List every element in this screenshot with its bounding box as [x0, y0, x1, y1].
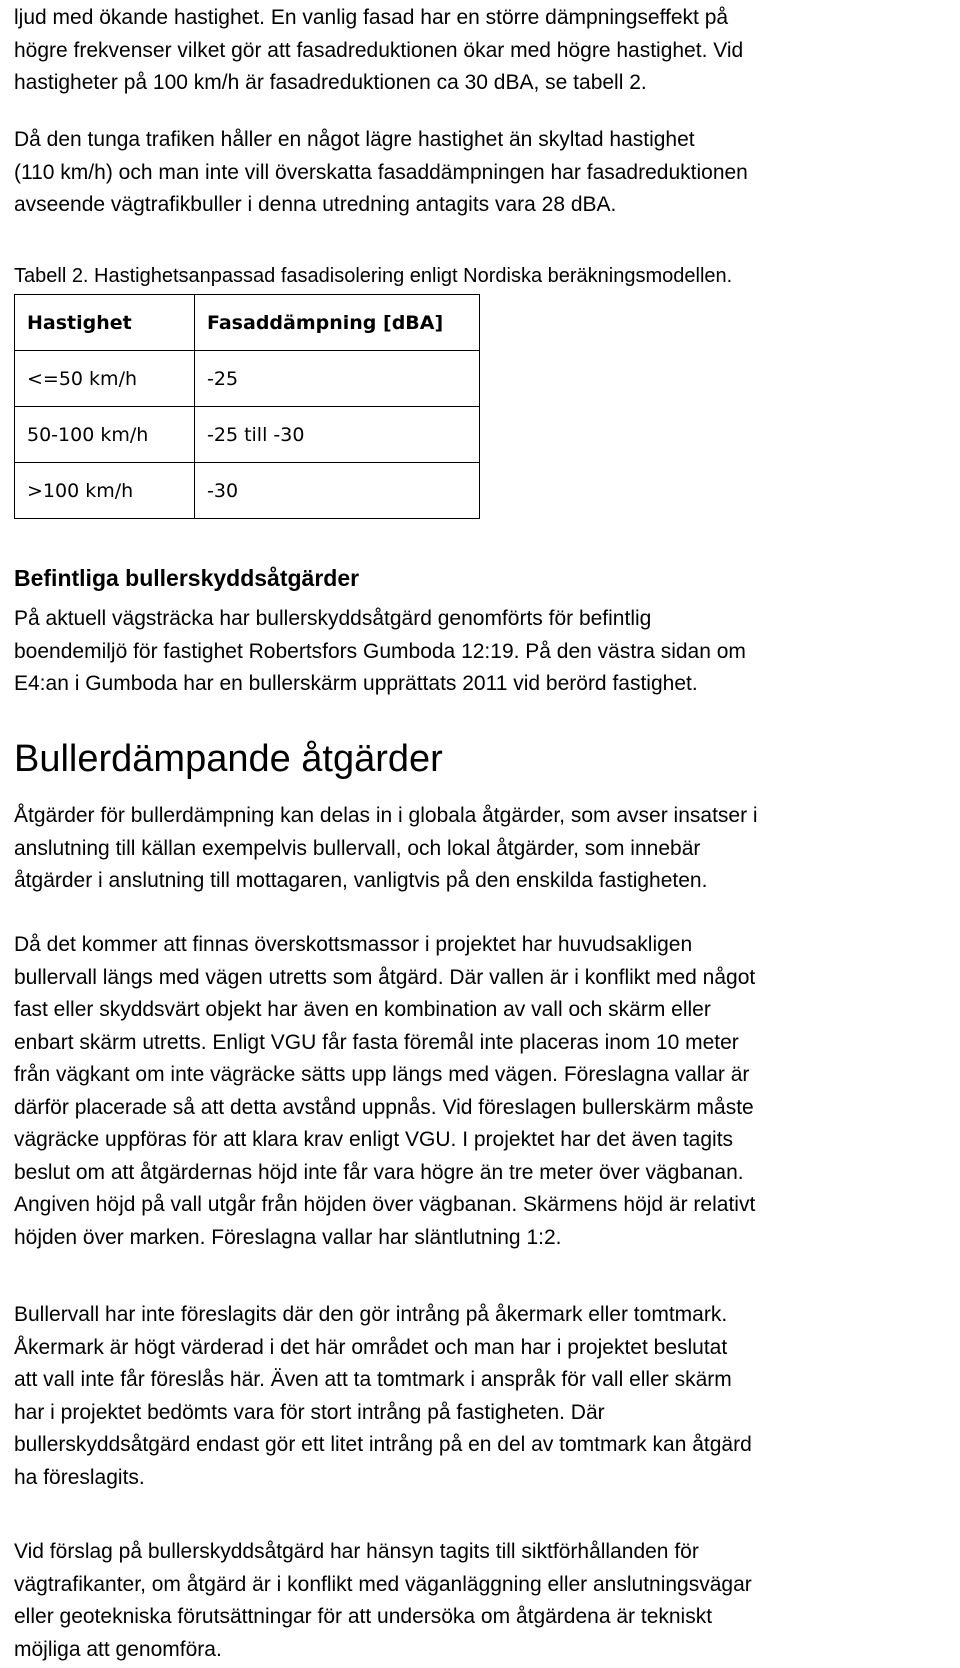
text-line: hastigheter på 100 km/h är fasadreduktionen ca 30 dBA, se tabell 2.	[14, 71, 647, 94]
text-line: högre frekvenser vilket gör att fasadreduktionen ökar med högre hastighet. Vid	[14, 38, 744, 62]
text-line: vägtrafikanter, om åtgärd är i konflikt med väganläggning eller anslutningsvägar	[14, 1572, 752, 1596]
text-line: Då den tunga trafiken håller en något lägre hastighet än skyltad hastighet	[14, 128, 695, 151]
intro-paragraph	[14, 2, 743, 100]
text-line: bullervall längs med vägen utretts som åtgärd. Där vallen är i konflikt med något	[14, 965, 756, 989]
text-line: boendemiljö för fastighet Robertsfors Gumboda 12:19. På den västra sidan om	[14, 639, 746, 663]
table-cell: -25 till -30	[195, 407, 480, 463]
text-line: åtgärder i anslutning till mottagaren, vanligtvis på den enskilda fastigheten.	[14, 869, 708, 892]
speed-facade-table	[14, 294, 480, 519]
text-line: E4:an i Gumboda har en bullerskärm upprättats 2011 vid berörd fastighet.	[14, 672, 698, 695]
assumption-paragraph	[14, 124, 748, 222]
text-line: ljud med ökande hastighet. En vanlig fasad har en större dämpningseffekt på	[14, 6, 729, 29]
table-cell: <=50 km/h	[15, 351, 195, 407]
section-heading: Befintliga bullerskyddsåtgärder	[14, 565, 360, 591]
measures-paragraph-2	[14, 929, 755, 1254]
measures-paragraph-4	[14, 1536, 752, 1666]
text-line: enbart skärm utretts. Enligt VGU får fasta föremål inte placeras inom 10 meter	[14, 1030, 739, 1054]
text-line: Bullervall har inte föreslagits där den gör intrång på åkermark eller tomtmark.	[14, 1303, 728, 1326]
text-line: Åtgärder för bullerdämpning kan delas in i globala åtgärder, som avser insatser i	[14, 804, 758, 827]
table-cell: -30	[195, 463, 480, 519]
text-line: bullerskyddsåtgärd endast gör ett litet intrång på en del av tomtmark kan åtgärd	[14, 1433, 752, 1456]
table-row	[15, 463, 480, 519]
text-line: eller geotekniska förutsättningar för att undersöka om åtgärdena är tekniskt	[14, 1605, 713, 1628]
text-line: (110 km/h) och man inte vill överskatta fasaddämpningen har fasadreduktionen	[14, 160, 748, 184]
table-row	[15, 351, 480, 407]
text-line: har i projektet bedömts vara för stort intrång på fastigheten. Där	[14, 1400, 605, 1424]
table-header-cell: Hastighet	[15, 295, 195, 351]
text-line: från vägkant om inte vägräcke sätts upp längs med vägen. Föreslagna vallar är	[14, 1063, 750, 1086]
text-line: höjden över marken. Föreslagna vallar har släntlutning 1:2.	[14, 1225, 562, 1249]
text-line: därför placerade så att detta avstånd uppnås. Vid föreslagen bullerskärm måste	[14, 1095, 754, 1119]
text-line: anslutning till källan exempelvis bullervall, och lokal åtgärder, som innebär	[14, 836, 701, 860]
measures-paragraph-3	[14, 1299, 752, 1494]
measures-paragraph-1	[14, 800, 758, 898]
text-line: Åkermark är högt värderad i det här området och man har i projektet beslutat	[14, 1335, 728, 1359]
table-cell: 50-100 km/h	[15, 407, 195, 463]
text-line: ha föreslagits.	[14, 1465, 145, 1489]
text-line: avseende vägtrafikbuller i denna utredning antagits vara 28 dBA.	[14, 193, 617, 216]
text-line: På aktuell vägsträcka har bullerskyddsåtgärd genomförts för befintlig	[14, 607, 652, 630]
text-line: möjliga att genomföra.	[14, 1637, 222, 1661]
text-line: vägräcke uppföras för att klara krav enligt VGU. I projektet har det även tagits	[14, 1128, 734, 1151]
text-line: att vall inte får föreslås här. Även att ta tomtmark i anspråk för vall eller skärm	[14, 1368, 732, 1391]
text-line: Då det kommer att finnas överskottsmassor i projektet har huvudsakligen	[14, 933, 693, 956]
table-caption: Tabell 2. Hastighetsanpassad fasadisolering enligt Nordiska beräkningsmodellen.	[14, 265, 733, 287]
chapter-heading: Bullerdämpande åtgärder	[14, 738, 443, 780]
table-cell: >100 km/h	[15, 463, 195, 519]
table-cell: -25	[195, 351, 480, 407]
text-line: beslut om att åtgärdernas höjd inte får vara högre än tre meter över vägbanan.	[14, 1160, 744, 1184]
text-line: Vid förslag på bullerskyddsåtgärd har hänsyn tagits till siktförhållanden för	[14, 1540, 699, 1563]
table-header-row	[15, 295, 480, 351]
table-header-cell: Fasaddämpning [dBA]	[195, 295, 480, 351]
text-line: Angiven höjd på vall utgår från höjden över vägbanan. Skärmens höjd är relativt	[14, 1193, 756, 1216]
text-line: fast eller skyddsvärt objekt har även en kombination av vall och skärm eller	[14, 998, 711, 1021]
table-row	[15, 407, 480, 463]
existing-measures-paragraph	[14, 603, 746, 701]
